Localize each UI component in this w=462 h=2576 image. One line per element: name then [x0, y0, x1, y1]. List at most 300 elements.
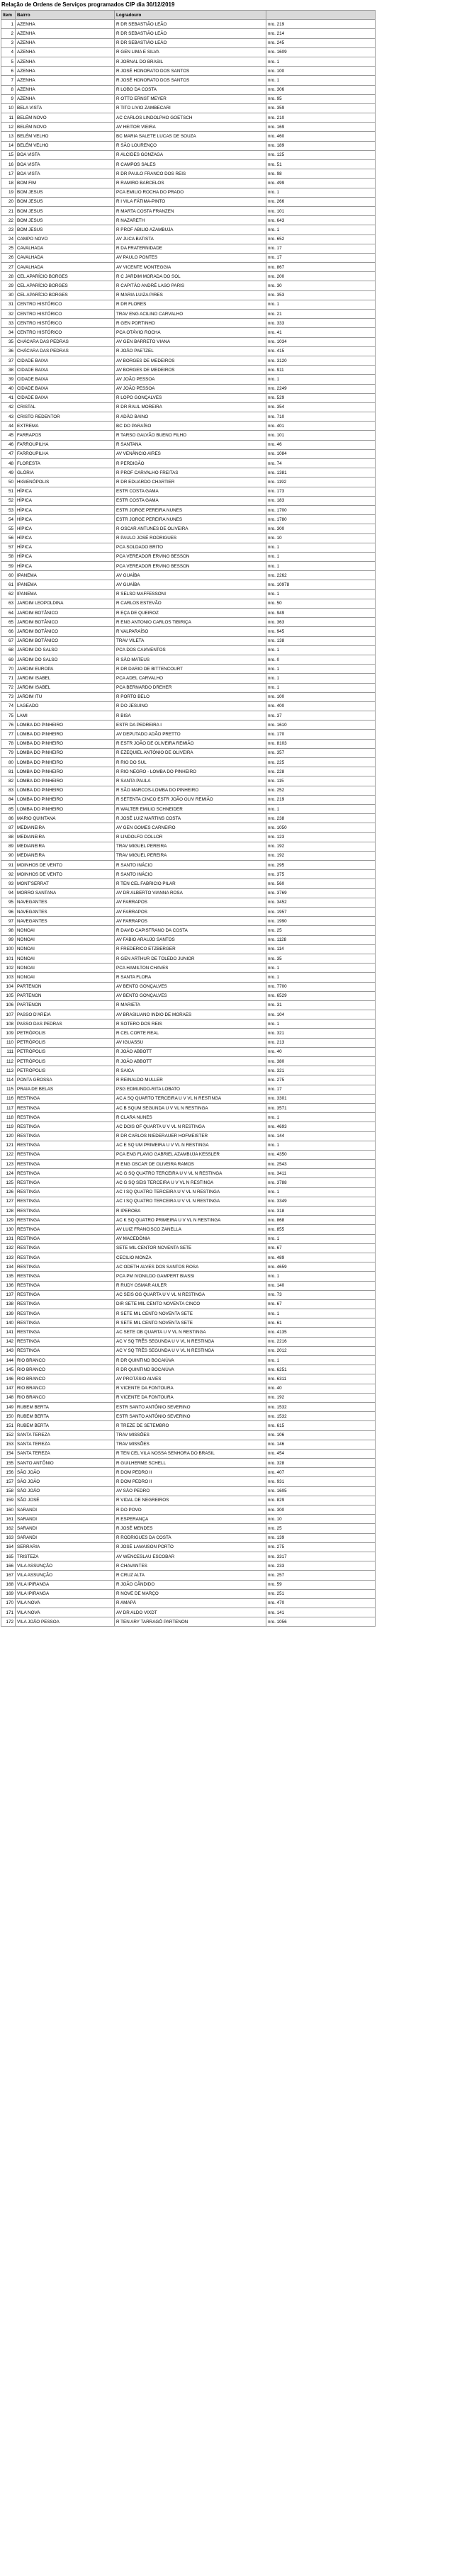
cell-bairro: AZENHA — [16, 67, 115, 76]
cell-item: 93 — [1, 879, 16, 888]
cell-numero: nro. 10978 — [266, 580, 376, 589]
cell-bairro: CEL APARÍCIO BORGES — [16, 272, 115, 281]
cell-logradouro: ESTR COSTA GAMA — [115, 496, 266, 505]
table-row — [1, 300, 376, 309]
cell-bairro: PETRÓPOLIS — [16, 1047, 115, 1056]
cell-item: 90 — [1, 851, 16, 860]
cell-item: 129 — [1, 1216, 16, 1225]
table-row — [1, 1075, 376, 1085]
cell-item: 116 — [1, 1094, 16, 1103]
cell-bairro: PASSO D'AREIA — [16, 1010, 115, 1019]
cell-bairro: PETRÓPOLIS — [16, 1066, 115, 1075]
cell-numero: nro. 252 — [266, 786, 376, 795]
cell-numero: nro. 1 — [266, 562, 376, 571]
cell-bairro: HÍPICA — [16, 515, 115, 524]
table-row — [1, 235, 376, 244]
cell-bairro: RESTINGA — [16, 1234, 115, 1243]
cell-bairro: HÍPICA — [16, 524, 115, 533]
cell-logradouro: AC G SQ QUATRO TERCEIRA U V VL N RESTINGA — [115, 1169, 266, 1178]
cell-logradouro: AV FARRAPOS — [115, 898, 266, 907]
cell-numero: nro. 61 — [266, 1318, 376, 1328]
cell-item: 135 — [1, 1272, 16, 1281]
cell-item: 46 — [1, 440, 16, 449]
cell-bairro: SÃO JOÃO — [16, 1477, 115, 1486]
cell-item: 101 — [1, 954, 16, 963]
cell-logradouro: R EZEQUIEL ANTÔNIO DE OLIVEIRA — [115, 748, 266, 757]
cell-bairro: HIGIENÓPOLIS — [16, 478, 115, 487]
table-row — [1, 47, 376, 57]
cell-logradouro: ESTR JORGE PEREIRA NUNES — [115, 515, 266, 524]
cell-item: 165 — [1, 1552, 16, 1561]
cell-logradouro: AV GUAÍBA — [115, 571, 266, 580]
cell-item: 144 — [1, 1356, 16, 1365]
cell-numero: nro. 401 — [266, 422, 376, 431]
table-body — [1, 20, 376, 1627]
cell-numero: nro. 415 — [266, 346, 376, 356]
table-row — [1, 459, 376, 468]
cell-logradouro: AV DR ALDO VIXDT — [115, 1608, 266, 1617]
cell-logradouro: TRAV MISSÕES — [115, 1440, 266, 1449]
cell-numero: nro. 17 — [266, 253, 376, 262]
cell-item: 136 — [1, 1281, 16, 1290]
cell-logradouro: R VICENTE DA FONTOURA — [115, 1384, 266, 1393]
cell-bairro: VILA NOVA — [16, 1608, 115, 1617]
cell-numero: nro. 1605 — [266, 1486, 376, 1496]
cell-numero: nro. 37 — [266, 711, 376, 721]
table-row — [1, 692, 376, 701]
cell-item: 42 — [1, 402, 16, 412]
table-row — [1, 1178, 376, 1187]
cell-numero: nro. 321 — [266, 1029, 376, 1038]
cell-item: 30 — [1, 290, 16, 300]
table-row — [1, 589, 376, 599]
table-row — [1, 449, 376, 458]
table-row — [1, 1000, 376, 1010]
table-row — [1, 1299, 376, 1309]
cell-item: 119 — [1, 1122, 16, 1131]
cell-item: 26 — [1, 253, 16, 262]
cell-bairro: SÃO JOÃO — [16, 1468, 115, 1477]
cell-numero: nro. 1050 — [266, 823, 376, 832]
cell-numero: nro. 855 — [266, 1225, 376, 1234]
cell-numero: nro. 73 — [266, 1290, 376, 1299]
table-row — [1, 851, 376, 860]
cell-bairro: IPANEMA — [16, 571, 115, 580]
cell-bairro: EXTREMA — [16, 422, 115, 431]
table-row — [1, 1365, 376, 1374]
cell-logradouro: AV HEITOR VIEIRA — [115, 123, 266, 132]
cell-numero: nro. 275 — [266, 1075, 376, 1085]
cell-bairro: GLÓRIA — [16, 468, 115, 478]
cell-numero: nro. 7700 — [266, 982, 376, 991]
cell-item: 160 — [1, 1506, 16, 1515]
cell-bairro: CEL APARÍCIO BORGES — [16, 281, 115, 290]
table-row — [1, 562, 376, 571]
cell-logradouro: R BISA — [115, 711, 266, 721]
cell-numero: nro. 123 — [266, 832, 376, 842]
cell-bairro: PETRÓPOLIS — [16, 1038, 115, 1047]
cell-logradouro: R FREDERICO ETZBERGER — [115, 944, 266, 954]
table-row — [1, 1047, 376, 1056]
cell-item: 48 — [1, 459, 16, 468]
table-row — [1, 636, 376, 645]
cell-numero: nro. 911 — [266, 366, 376, 375]
cell-bairro: AZENHA — [16, 29, 115, 38]
cell-numero: nro. 146 — [266, 1440, 376, 1449]
cell-logradouro: AV JUCA BATISTA — [115, 235, 266, 244]
cell-bairro: AZENHA — [16, 85, 115, 94]
cell-logradouro: AV GEN GOMES CARNEIRO — [115, 823, 266, 832]
cell-numero: nro. 101 — [266, 206, 376, 215]
cell-numero: nro. 40 — [266, 1047, 376, 1056]
cell-bairro: LOMBA DO PINHEIRO — [16, 804, 115, 813]
cell-numero: nro. 353 — [266, 290, 376, 300]
cell-item: 85 — [1, 804, 16, 813]
cell-bairro: RESTINGA — [16, 1309, 115, 1318]
cell-logradouro: ESTR COSTA GAMA — [115, 487, 266, 496]
table-row — [1, 524, 376, 533]
cell-item: 156 — [1, 1468, 16, 1477]
cell-item: 108 — [1, 1019, 16, 1029]
table-row — [1, 721, 376, 730]
cell-item: 91 — [1, 861, 16, 870]
cell-numero: nro. 306 — [266, 85, 376, 94]
cell-numero: nro. 98 — [266, 169, 376, 179]
cell-bairro: MORRO SANTANA — [16, 888, 115, 898]
cell-logradouro: R SELSO MAFFESSONI — [115, 589, 266, 599]
cell-numero: nro. 354 — [266, 402, 376, 412]
cell-bairro: RESTINGA — [16, 1178, 115, 1187]
cell-numero: nro. 2262 — [266, 571, 376, 580]
cell-logradouro: R SÃO LOURENÇO — [115, 141, 266, 150]
cell-item: 104 — [1, 982, 16, 991]
cell-logradouro: R CAMPOS SALES — [115, 160, 266, 169]
table-row — [1, 1337, 376, 1346]
cell-item: 169 — [1, 1589, 16, 1598]
cell-numero: nro. 51 — [266, 160, 376, 169]
cell-logradouro: AV BENTO GONÇALVES — [115, 991, 266, 1000]
cell-logradouro: R JOSÉ HONORATO DOS SANTOS — [115, 76, 266, 85]
table-row — [1, 1141, 376, 1150]
cell-logradouro: R RIO DO SUL — [115, 758, 266, 767]
cell-item: 79 — [1, 748, 16, 757]
cell-numero: nro. 643 — [266, 216, 376, 225]
cell-bairro: FARROUPILHA — [16, 440, 115, 449]
table-row — [1, 1346, 376, 1355]
cell-bairro: CENTRO HISTÓRICO — [16, 328, 115, 337]
table-row — [1, 973, 376, 982]
cell-bairro: HÍPICA — [16, 496, 115, 505]
cell-numero: nro. 1 — [266, 665, 376, 674]
cell-item: 151 — [1, 1421, 16, 1430]
cell-numero: nro. 380 — [266, 1057, 376, 1066]
cell-item: 17 — [1, 169, 16, 179]
cell-item: 2 — [1, 29, 16, 38]
cell-logradouro: R PROF CARVALHO FREITAS — [115, 468, 266, 478]
table-row — [1, 655, 376, 664]
table-row — [1, 1561, 376, 1571]
cell-item: 159 — [1, 1496, 16, 1505]
cell-logradouro: DIR SETE MIL CENTO NOVENTA CINCO — [115, 1299, 266, 1309]
cell-bairro: JARDIM BOTÂNICO — [16, 618, 115, 627]
cell-logradouro: R DR QUINTINO BOCAIÚVA — [115, 1365, 266, 1374]
cell-item: 7 — [1, 76, 16, 85]
table-row — [1, 935, 376, 944]
table-row — [1, 1019, 376, 1029]
orders-table — [1, 10, 376, 1627]
cell-numero: nro. 1034 — [266, 337, 376, 346]
cell-bairro: AZENHA — [16, 38, 115, 47]
cell-logradouro: R DR CARLOS NIEDERAUER HOFMEISTER — [115, 1131, 266, 1141]
cell-numero: nro. 214 — [266, 29, 376, 38]
cell-item: 130 — [1, 1225, 16, 1234]
cell-logradouro: R ESTR JOÃO DE OLIVEIRA REMIÃO — [115, 739, 266, 748]
cell-item: 117 — [1, 1103, 16, 1112]
table-row — [1, 1150, 376, 1159]
table-row — [1, 244, 376, 253]
cell-logradouro: AC ODETH ALVES DOS SANTOS ROSA — [115, 1262, 266, 1272]
cell-numero: nro. 363 — [266, 618, 376, 627]
cell-numero: nro. 3452 — [266, 898, 376, 907]
cell-item: 87 — [1, 823, 16, 832]
cell-item: 89 — [1, 842, 16, 851]
table-row — [1, 627, 376, 636]
cell-logradouro: R TARSO GALVÃO BUENO FILHO — [115, 431, 266, 440]
table-row — [1, 917, 376, 926]
cell-numero: nro. 228 — [266, 767, 376, 776]
cell-item: 172 — [1, 1617, 16, 1627]
cell-logradouro: AC V SQ TRÊS SEGUNDA U V VL N RESTINGA — [115, 1337, 266, 1346]
cell-item: 35 — [1, 337, 16, 346]
cell-logradouro: R RAMIRO BARCELOS — [115, 179, 266, 188]
cell-bairro: JARDIM EUROPA — [16, 665, 115, 674]
cell-bairro: MEDIANEIRA — [16, 851, 115, 860]
cell-numero: nro. 489 — [266, 1253, 376, 1262]
cell-item: 12 — [1, 123, 16, 132]
cell-item: 146 — [1, 1374, 16, 1384]
cell-bairro: LAMI — [16, 711, 115, 721]
cell-logradouro: AV IGUASSU — [115, 1038, 266, 1047]
cell-logradouro: AV WENCESLAU ESCOBAR — [115, 1552, 266, 1561]
cell-bairro: RESTINGA — [16, 1216, 115, 1225]
cell-bairro: RESTINGA — [16, 1103, 115, 1112]
cell-logradouro: AV FABIO ARAUJO SANTOS — [115, 935, 266, 944]
cell-bairro: RESTINGA — [16, 1299, 115, 1309]
cell-logradouro: R TREZE DE SETEMBRO — [115, 1421, 266, 1430]
cell-bairro: NAVEGANTES — [16, 898, 115, 907]
table-row — [1, 861, 376, 870]
cell-bairro: VILA IPIRANGA — [16, 1580, 115, 1589]
cell-logradouro: AV BRASILIANO INDIO DE MORAES — [115, 1010, 266, 1019]
cell-numero: nro. 1 — [266, 375, 376, 384]
cell-logradouro: ESTR SANTO ANTÔNIO SEVERINO — [115, 1402, 266, 1411]
cell-logradouro: R ENG OSCAR DE OLIVEIRA RAMOS — [115, 1160, 266, 1169]
cell-logradouro: R OTTO ERNST MEYER — [115, 94, 266, 103]
cell-item: 162 — [1, 1524, 16, 1533]
table-row — [1, 1187, 376, 1197]
cell-item: 36 — [1, 346, 16, 356]
table-row — [1, 1533, 376, 1542]
table-row — [1, 169, 376, 179]
table-row — [1, 786, 376, 795]
table-row — [1, 1571, 376, 1580]
cell-bairro: CIDADE BAIXA — [16, 356, 115, 365]
cell-numero: nro. 67 — [266, 1299, 376, 1309]
cell-logradouro: R PORTO BELO — [115, 692, 266, 701]
cell-logradouro: R JOÃO ABBOTT — [115, 1057, 266, 1066]
cell-numero: nro. 115 — [266, 776, 376, 786]
cell-item: 147 — [1, 1384, 16, 1393]
table-row — [1, 842, 376, 851]
sheet-title: Relação de Ordens de Serviços programados CIP dia 30/12/2019 — [1, 1, 175, 8]
cell-item: 94 — [1, 888, 16, 898]
cell-item: 66 — [1, 627, 16, 636]
cell-bairro: CENTRO HISTÓRICO — [16, 300, 115, 309]
cell-item: 134 — [1, 1262, 16, 1272]
table-row — [1, 964, 376, 973]
cell-item: 15 — [1, 150, 16, 159]
cell-numero: nro. 1 — [266, 1113, 376, 1122]
cell-item: 128 — [1, 1207, 16, 1216]
cell-bairro: HÍPICA — [16, 533, 115, 543]
table-row — [1, 1309, 376, 1318]
cell-item: 70 — [1, 665, 16, 674]
cell-item: 23 — [1, 225, 16, 235]
cell-logradouro: R DR RAUL MOREIRA — [115, 402, 266, 412]
cell-bairro: CAVALHADA — [16, 263, 115, 272]
cell-numero: nro. 4135 — [266, 1328, 376, 1337]
table-row — [1, 337, 376, 346]
cell-bairro: RESTINGA — [16, 1290, 115, 1299]
cell-logradouro: AV JOÃO PESSOA — [115, 375, 266, 384]
cell-item: 51 — [1, 487, 16, 496]
table-row — [1, 823, 376, 832]
cell-item: 112 — [1, 1057, 16, 1066]
cell-numero: nro. 295 — [266, 861, 376, 870]
table-row — [1, 1496, 376, 1505]
cell-bairro: BOM JESUS — [16, 206, 115, 215]
cell-logradouro: R DR PAULO FRANCO DOS REIS — [115, 169, 266, 179]
cell-logradouro: R CRUZ ALTA — [115, 1571, 266, 1580]
table-row — [1, 290, 376, 300]
cell-item: 167 — [1, 1571, 16, 1580]
table-row — [1, 1253, 376, 1262]
cell-logradouro: R JOÃO CÂNDIDO — [115, 1580, 266, 1589]
cell-logradouro: R DO POVO — [115, 1506, 266, 1515]
cell-bairro: RESTINGA — [16, 1318, 115, 1328]
cell-numero: nro. 35 — [266, 954, 376, 963]
cell-logradouro: PCA BERNARDO DREHER — [115, 683, 266, 692]
cell-item: 154 — [1, 1449, 16, 1458]
cell-item: 47 — [1, 449, 16, 458]
cell-logradouro: AC CARLOS LINDOLPHO GOETSCH — [115, 113, 266, 123]
table-row — [1, 1328, 376, 1337]
cell-numero: nro. 138 — [266, 636, 376, 645]
table-row — [1, 197, 376, 206]
header-logradouro: Logradouro — [115, 11, 266, 20]
cell-numero: nro. 1084 — [266, 449, 376, 458]
cell-numero: nro. 4659 — [266, 1262, 376, 1272]
table-row — [1, 665, 376, 674]
cell-numero: nro. 8103 — [266, 739, 376, 748]
cell-logradouro: AV SÃO PEDRO — [115, 1486, 266, 1496]
cell-bairro: RESTINGA — [16, 1272, 115, 1281]
cell-bairro: LOMBA DO PINHEIRO — [16, 739, 115, 748]
table-row — [1, 1449, 376, 1458]
cell-bairro: BOA VISTA — [16, 160, 115, 169]
table-row — [1, 1290, 376, 1299]
cell-item: 84 — [1, 795, 16, 804]
table-row — [1, 888, 376, 898]
cell-logradouro: PCA VEREADOR ERVINO BESSON — [115, 552, 266, 561]
cell-bairro: AZENHA — [16, 47, 115, 57]
cell-logradouro: R NAZARETH — [115, 216, 266, 225]
cell-logradouro: ESTR SANTO ANTÔNIO SEVERINO — [115, 1412, 266, 1421]
cell-bairro: SARANDI — [16, 1515, 115, 1524]
cell-logradouro: BC MARIA SALETE LUCAS DE SOUZA — [115, 132, 266, 141]
cell-logradouro: R PERDIGÃO — [115, 459, 266, 468]
cell-item: 86 — [1, 814, 16, 823]
cell-numero: nro. 1 — [266, 225, 376, 235]
cell-bairro: HÍPICA — [16, 505, 115, 514]
cell-numero: nro. 6311 — [266, 1374, 376, 1384]
cell-numero: nro. 1056 — [266, 1617, 376, 1627]
cell-logradouro: R REINALDO MULLER — [115, 1075, 266, 1085]
cell-numero: nro. 499 — [266, 179, 376, 188]
cell-numero: nro. 1 — [266, 973, 376, 982]
table-row — [1, 402, 376, 412]
cell-numero: nro. 460 — [266, 132, 376, 141]
cell-numero: nro. 1700 — [266, 505, 376, 514]
table-row — [1, 814, 376, 823]
cell-item: 38 — [1, 366, 16, 375]
cell-item: 127 — [1, 1197, 16, 1206]
cell-item: 62 — [1, 589, 16, 599]
table-row — [1, 310, 376, 319]
cell-numero: nro. 1192 — [266, 478, 376, 487]
cell-bairro: PARTENON — [16, 982, 115, 991]
cell-item: 78 — [1, 739, 16, 748]
table-row — [1, 1262, 376, 1272]
table-row — [1, 1430, 376, 1440]
table-row — [1, 1580, 376, 1589]
cell-logradouro: AV BORGES DE MEDEIROS — [115, 356, 266, 365]
cell-item: 107 — [1, 1010, 16, 1019]
cell-numero: nro. 1 — [266, 1141, 376, 1150]
cell-numero: nro. 104 — [266, 1010, 376, 1019]
cell-item: 73 — [1, 692, 16, 701]
cell-bairro: CIDADE BAIXA — [16, 384, 115, 393]
cell-numero: nro. 949 — [266, 609, 376, 618]
cell-item: 88 — [1, 832, 16, 842]
cell-numero: nro. 1 — [266, 645, 376, 655]
cell-bairro: VILA NOVA — [16, 1598, 115, 1608]
cell-numero: nro. 1532 — [266, 1402, 376, 1411]
cell-numero: nro. 931 — [266, 1477, 376, 1486]
table-row — [1, 328, 376, 337]
cell-item: 99 — [1, 935, 16, 944]
table-row — [1, 422, 376, 431]
cell-logradouro: R VICENTE DA FONTOURA — [115, 1393, 266, 1402]
cell-item: 37 — [1, 356, 16, 365]
table-row — [1, 776, 376, 786]
table-row — [1, 1477, 376, 1486]
cell-numero: nro. 3571 — [266, 1103, 376, 1112]
cell-logradouro: AV LUIZ FRANCISCO ZANELLA — [115, 1225, 266, 1234]
cell-bairro: RESTINGA — [16, 1207, 115, 1216]
cell-numero: nro. 1 — [266, 543, 376, 552]
cell-bairro: BELÉM NOVO — [16, 123, 115, 132]
